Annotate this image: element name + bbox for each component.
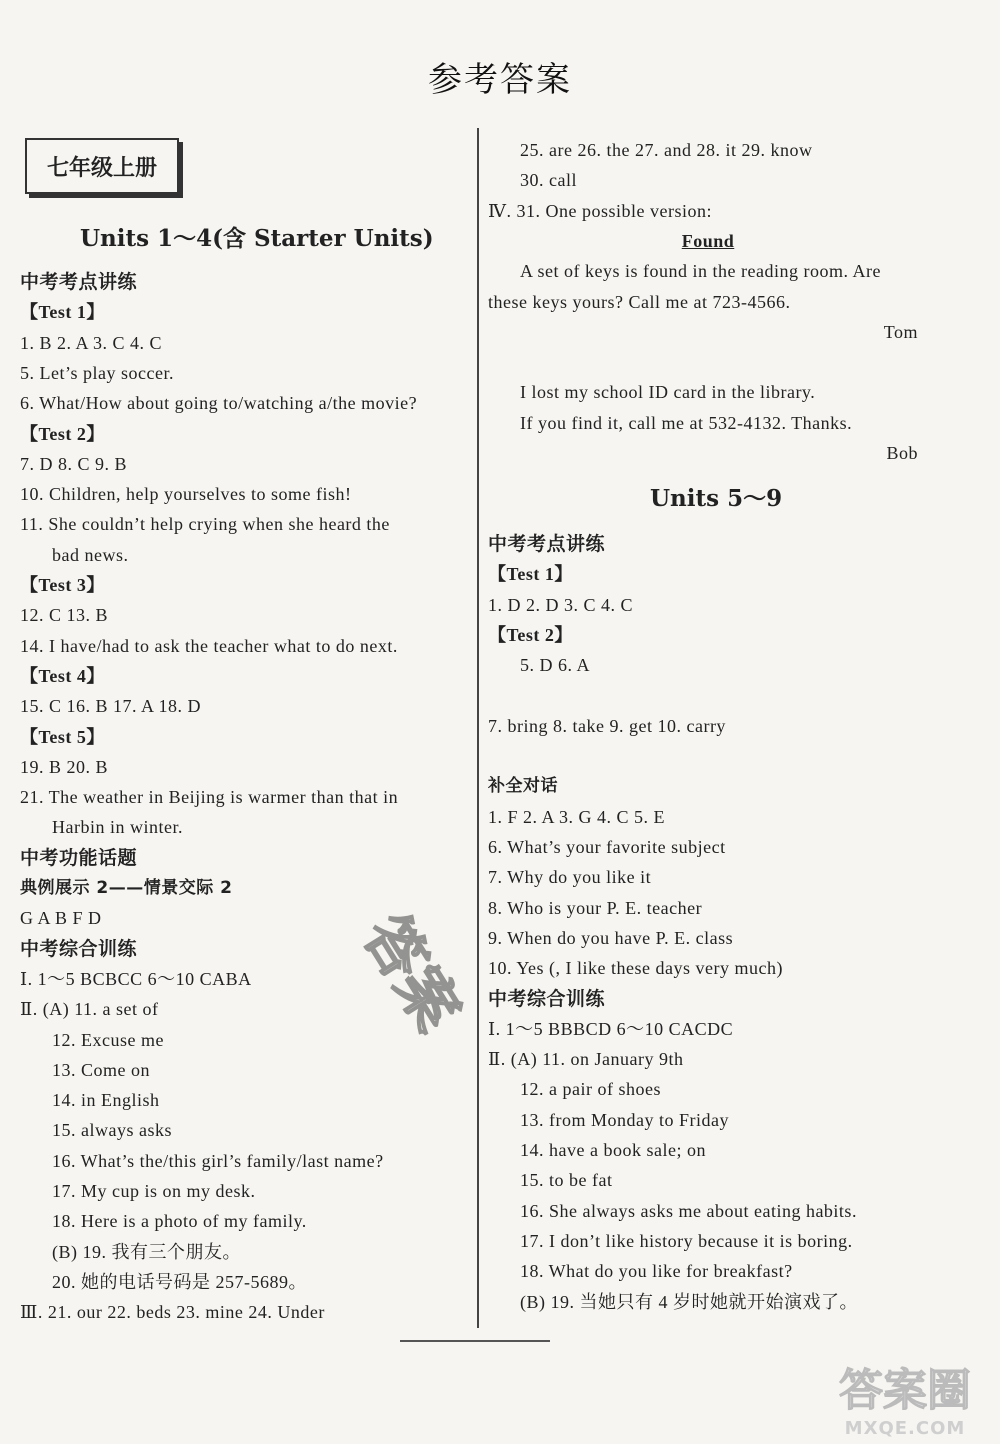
corner-logo-text: 答案圈 [839, 1365, 971, 1416]
grade-label-box: 七年级上册 [25, 138, 179, 194]
answer-line: Ⅰ. 1～5 BCBCC 6～10 CABA [20, 968, 252, 989]
corner-logo [820, 1354, 990, 1439]
page-number-mark [400, 1340, 550, 1356]
answer-line: 14. I have/had to ask the teacher what to do next. [20, 635, 398, 656]
signature: Tom [883, 321, 918, 342]
answer-line: 11. She couldn’t help crying when she heard the [20, 514, 390, 535]
column-divider [477, 128, 479, 1328]
answer-line: bad news. [52, 544, 129, 565]
unit-title-1-4: Units 1～4(含 Starter Units) [80, 225, 434, 252]
answer-line: 13. from Monday to Friday [520, 1109, 729, 1130]
answer-line: 7. Why do you like it [488, 867, 652, 888]
answer-line: 16. She always asks me about eating habits. [520, 1200, 857, 1221]
test-label: 【Test 1】 [488, 564, 573, 585]
answer-line: 10. Yes (, I like these days very much) [488, 958, 783, 979]
answer-line: 7. D 8. C 9. B [20, 453, 128, 474]
answer-line: 21. The weather in Beijing is warmer than that in [20, 787, 399, 808]
test-label: 【Test 2】 [20, 423, 105, 444]
answer-line: Ⅰ. 1～5 BBBCD 6～10 CACDC [488, 1018, 734, 1039]
test-label: 【Test 2】 [488, 624, 573, 645]
answer-line: 1. D 2. D 3. C 4. C [488, 594, 634, 615]
answer-line: these keys yours? Call me at 723-4566. [488, 291, 791, 312]
answer-line: 5. D 6. A [520, 655, 591, 676]
answer-line: Harbin in winter. [52, 817, 183, 838]
answer-line: 17. I don’t like history because it is boring. [520, 1230, 853, 1251]
answer-line: 25. are 26. the 27. and 28. it 29. know [520, 140, 813, 160]
answer-line: 16. What’s the/this girl’s family/last name? [52, 1150, 384, 1171]
answer-line: 6. What’s your favorite subject [488, 837, 726, 857]
test-label: 【Test 5】 [20, 726, 105, 747]
corner-logo-url: MXQE.COM [844, 1418, 966, 1439]
answer-line: G A B F D [20, 908, 102, 929]
answer-line: A set of keys is found in the reading room. Are [520, 261, 881, 282]
section-heading: 中考综合训练 [20, 937, 138, 960]
answer-line: If you find it, call me at 532-4132. Thanks. [520, 412, 853, 433]
answer-line: 1. F 2. A 3. G 4. C 5. E [488, 806, 666, 827]
answer-line: 1. B 2. A 3. C 4. C [20, 332, 163, 353]
answer-line: 12. Excuse me [52, 1029, 164, 1050]
answer-line: 19. B 20. B [20, 756, 109, 777]
signature: Bob [886, 443, 918, 463]
answer-line: 7. bring 8. take 9. get 10. carry [488, 715, 726, 736]
page-title: 参考答案 [428, 60, 572, 100]
answer-line: Ⅱ. (A) 11. on January 9th [488, 1049, 684, 1070]
test-label: 【Test 4】 [20, 665, 105, 686]
answer-line: 12. a pair of shoes [520, 1079, 661, 1100]
answer-line: 5. Let’s play soccer. [20, 362, 174, 383]
answer-line: (B) 19. 当她只有 4 岁时她就开始演戏了。 [520, 1291, 858, 1312]
notice-title: Found [681, 230, 735, 251]
test-label: 【Test 1】 [20, 302, 105, 323]
answer-line: Ⅲ. 21. our 22. beds 23. mine 24. Under [20, 1302, 325, 1323]
answer-line: 14. in English [52, 1090, 160, 1111]
answer-line: 14. have a book sale; on [520, 1140, 706, 1160]
answer-line: 15. C 16. B 17. A 18. D [20, 696, 202, 717]
answer-line: 20. 她的电话号码是 257-5689。 [52, 1271, 307, 1292]
answer-line: 8. Who is your P. E. teacher [488, 897, 703, 918]
subsection-heading: 补全对话 [488, 776, 558, 797]
section-heading: 中考考点讲练 [20, 271, 138, 293]
answer-line: (B) 19. 我有三个朋友。 [52, 1241, 241, 1262]
answer-line: 15. always asks [52, 1120, 172, 1141]
unit-title-5-9: Units 5～9 [650, 485, 783, 512]
section-heading: 中考综合训练 [488, 987, 606, 1010]
answer-line: 13. Come on [52, 1059, 150, 1080]
section-heading: 中考功能话题 [20, 846, 138, 869]
answer-line: 6. What/How about going to/watching a/the movie? [20, 393, 418, 414]
answer-line: 30. call [520, 170, 577, 191]
answer-line: I lost my school ID card in the library. [520, 382, 816, 403]
answer-line: 18. Here is a photo of my family. [52, 1211, 307, 1232]
answer-line: Ⅳ. 31. One possible version: [488, 200, 712, 221]
answer-line: 18. What do you like for breakfast? [520, 1261, 793, 1282]
answer-line: 17. My cup is on my desk. [52, 1181, 256, 1201]
answer-line: 9. When do you have P. E. class [488, 927, 734, 948]
section-heading: 中考考点讲练 [488, 533, 606, 555]
watermark: 答案 [349, 903, 473, 1043]
answer-line: 15. to be fat [520, 1170, 613, 1191]
test-label: 【Test 3】 [20, 575, 105, 595]
answer-line: Ⅱ. (A) 11. a set of [20, 999, 159, 1020]
answer-line: 12. C 13. B [20, 605, 109, 626]
subsection-heading: 典例展示 2——情景交际 2 [20, 878, 233, 898]
answer-line: 10. Children, help yourselves to some fish! [20, 484, 352, 505]
